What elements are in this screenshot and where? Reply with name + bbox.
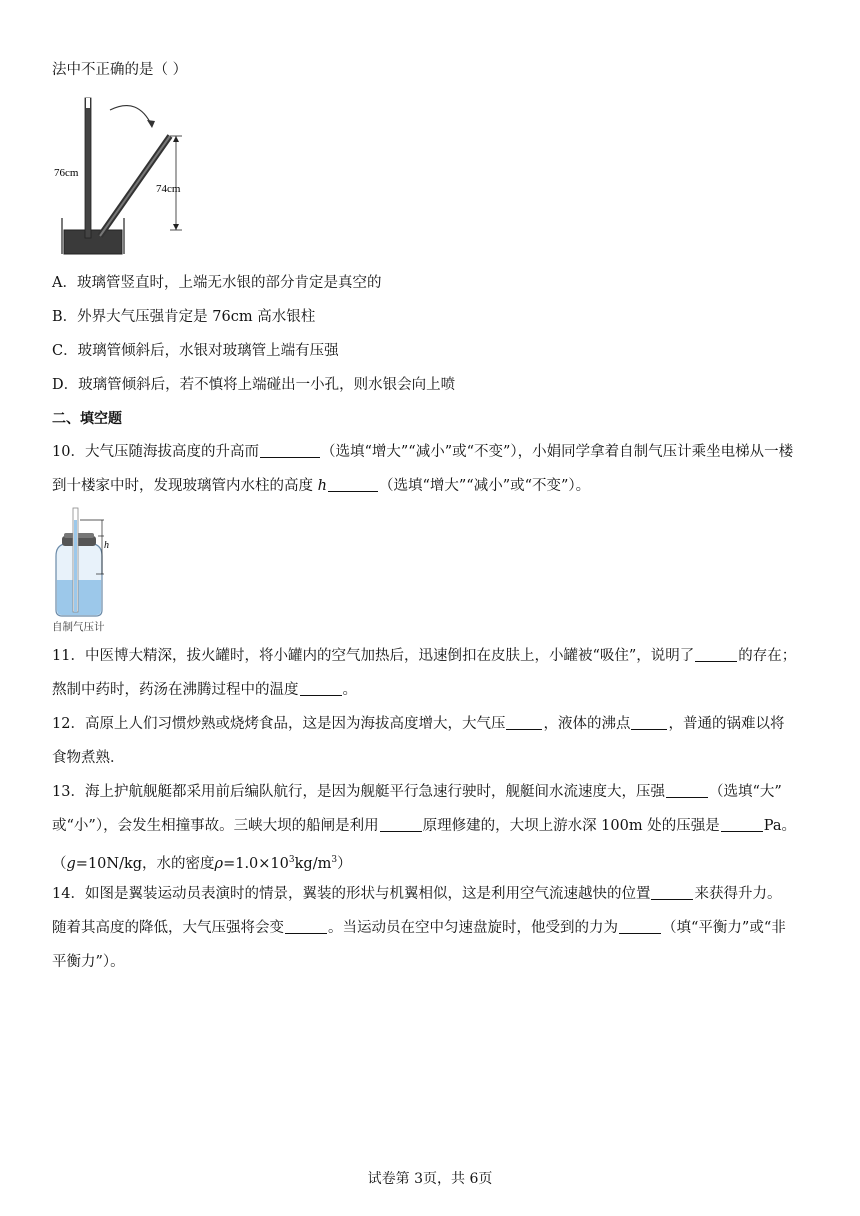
- q14-line1: 14．如图是翼装运动员表演时的情景，翼装的形状与机翼相似，这是利用空气流速越快的位置 来获得升力。: [52, 886, 782, 902]
- rotation-arrow-icon: [110, 106, 152, 126]
- q9-stem-tail: 法中不正确的是（ ）: [52, 62, 188, 78]
- q9-option-a: A．玻璃管竖直时，上端无水银的部分肯定是真空的: [52, 275, 382, 291]
- q14-line3: 平衡力”）。: [52, 954, 125, 970]
- page-footer: 试卷第 3页，共 6页: [367, 1171, 493, 1187]
- label-76cm: 76cm: [54, 167, 79, 179]
- q13-line3: （g=10N/kg，水的密度$\rho=1.0\times 10^3kg/m^3$）: [52, 855, 352, 872]
- vertical-tube: [85, 98, 91, 238]
- q9-option-d: D．玻璃管倾斜后，若不慎将上端碰出一小孔，则水银会向上喷: [52, 377, 456, 393]
- q14-line2: 随着其高度的降低，大气压强将会变 。当运动员在空中匀速盘旋时，他受到的力为 （填“平衡力”或“非: [52, 920, 786, 936]
- q11-line2: 熬制中药时，药汤在沸腾过程中的温度 。: [52, 682, 357, 698]
- q13-line1: 13．海上护航舰艇都采用前后编队航行，是因为舰艇平行急速行驶时，舰艇间水流速度大，压强 （选填“大”: [52, 784, 782, 800]
- q13-line2: 或“小”），会发生相撞事故。三峡大坝的船闸是利用 原理修建的，大坝上游水深 100m 处的压强是 Pa。: [52, 818, 796, 834]
- h-label: h: [104, 540, 109, 551]
- figure-caption: 自制气压计: [52, 621, 105, 633]
- q9-option-c: C．玻璃管倾斜后，水银对玻璃管上端有压强: [52, 343, 339, 359]
- q11-line1: 11．中医博大精深，拔火罐时，将小罐内的空气加热后，迅速倒扣在皮肤上，小罐被“吸住”，说明了 的存在；: [52, 648, 797, 664]
- q12-line1: 12．高原上人们习惯炒熟或烧烤食品，这是因为海拔高度增大，大气压 ，液体的沸点 ，普通的锅难以将: [52, 716, 785, 732]
- q9-option-b: B．外界大气压强肯定是 76cm 高水银柱: [52, 309, 316, 325]
- section-title: 二、填空题: [52, 411, 122, 427]
- torricelli-figure: [54, 92, 198, 260]
- mercury-basin: [64, 230, 122, 254]
- q10-line2: 到十楼家中时，发现玻璃管内水柱的高度 h （选填“增大”“减小”或“不变”）。: [52, 478, 591, 494]
- q12-line2: 食物煮熟．: [52, 750, 125, 766]
- water: [57, 580, 101, 615]
- label-74cm: 74cm: [156, 183, 181, 195]
- barometer-figure: [50, 506, 150, 634]
- q10-line1: 10．大气压随海拔高度的升高而 （选填“增大”“减小”或“不变”），小娟同学拿着自制气压计乘坐电梯从一楼: [52, 444, 794, 460]
